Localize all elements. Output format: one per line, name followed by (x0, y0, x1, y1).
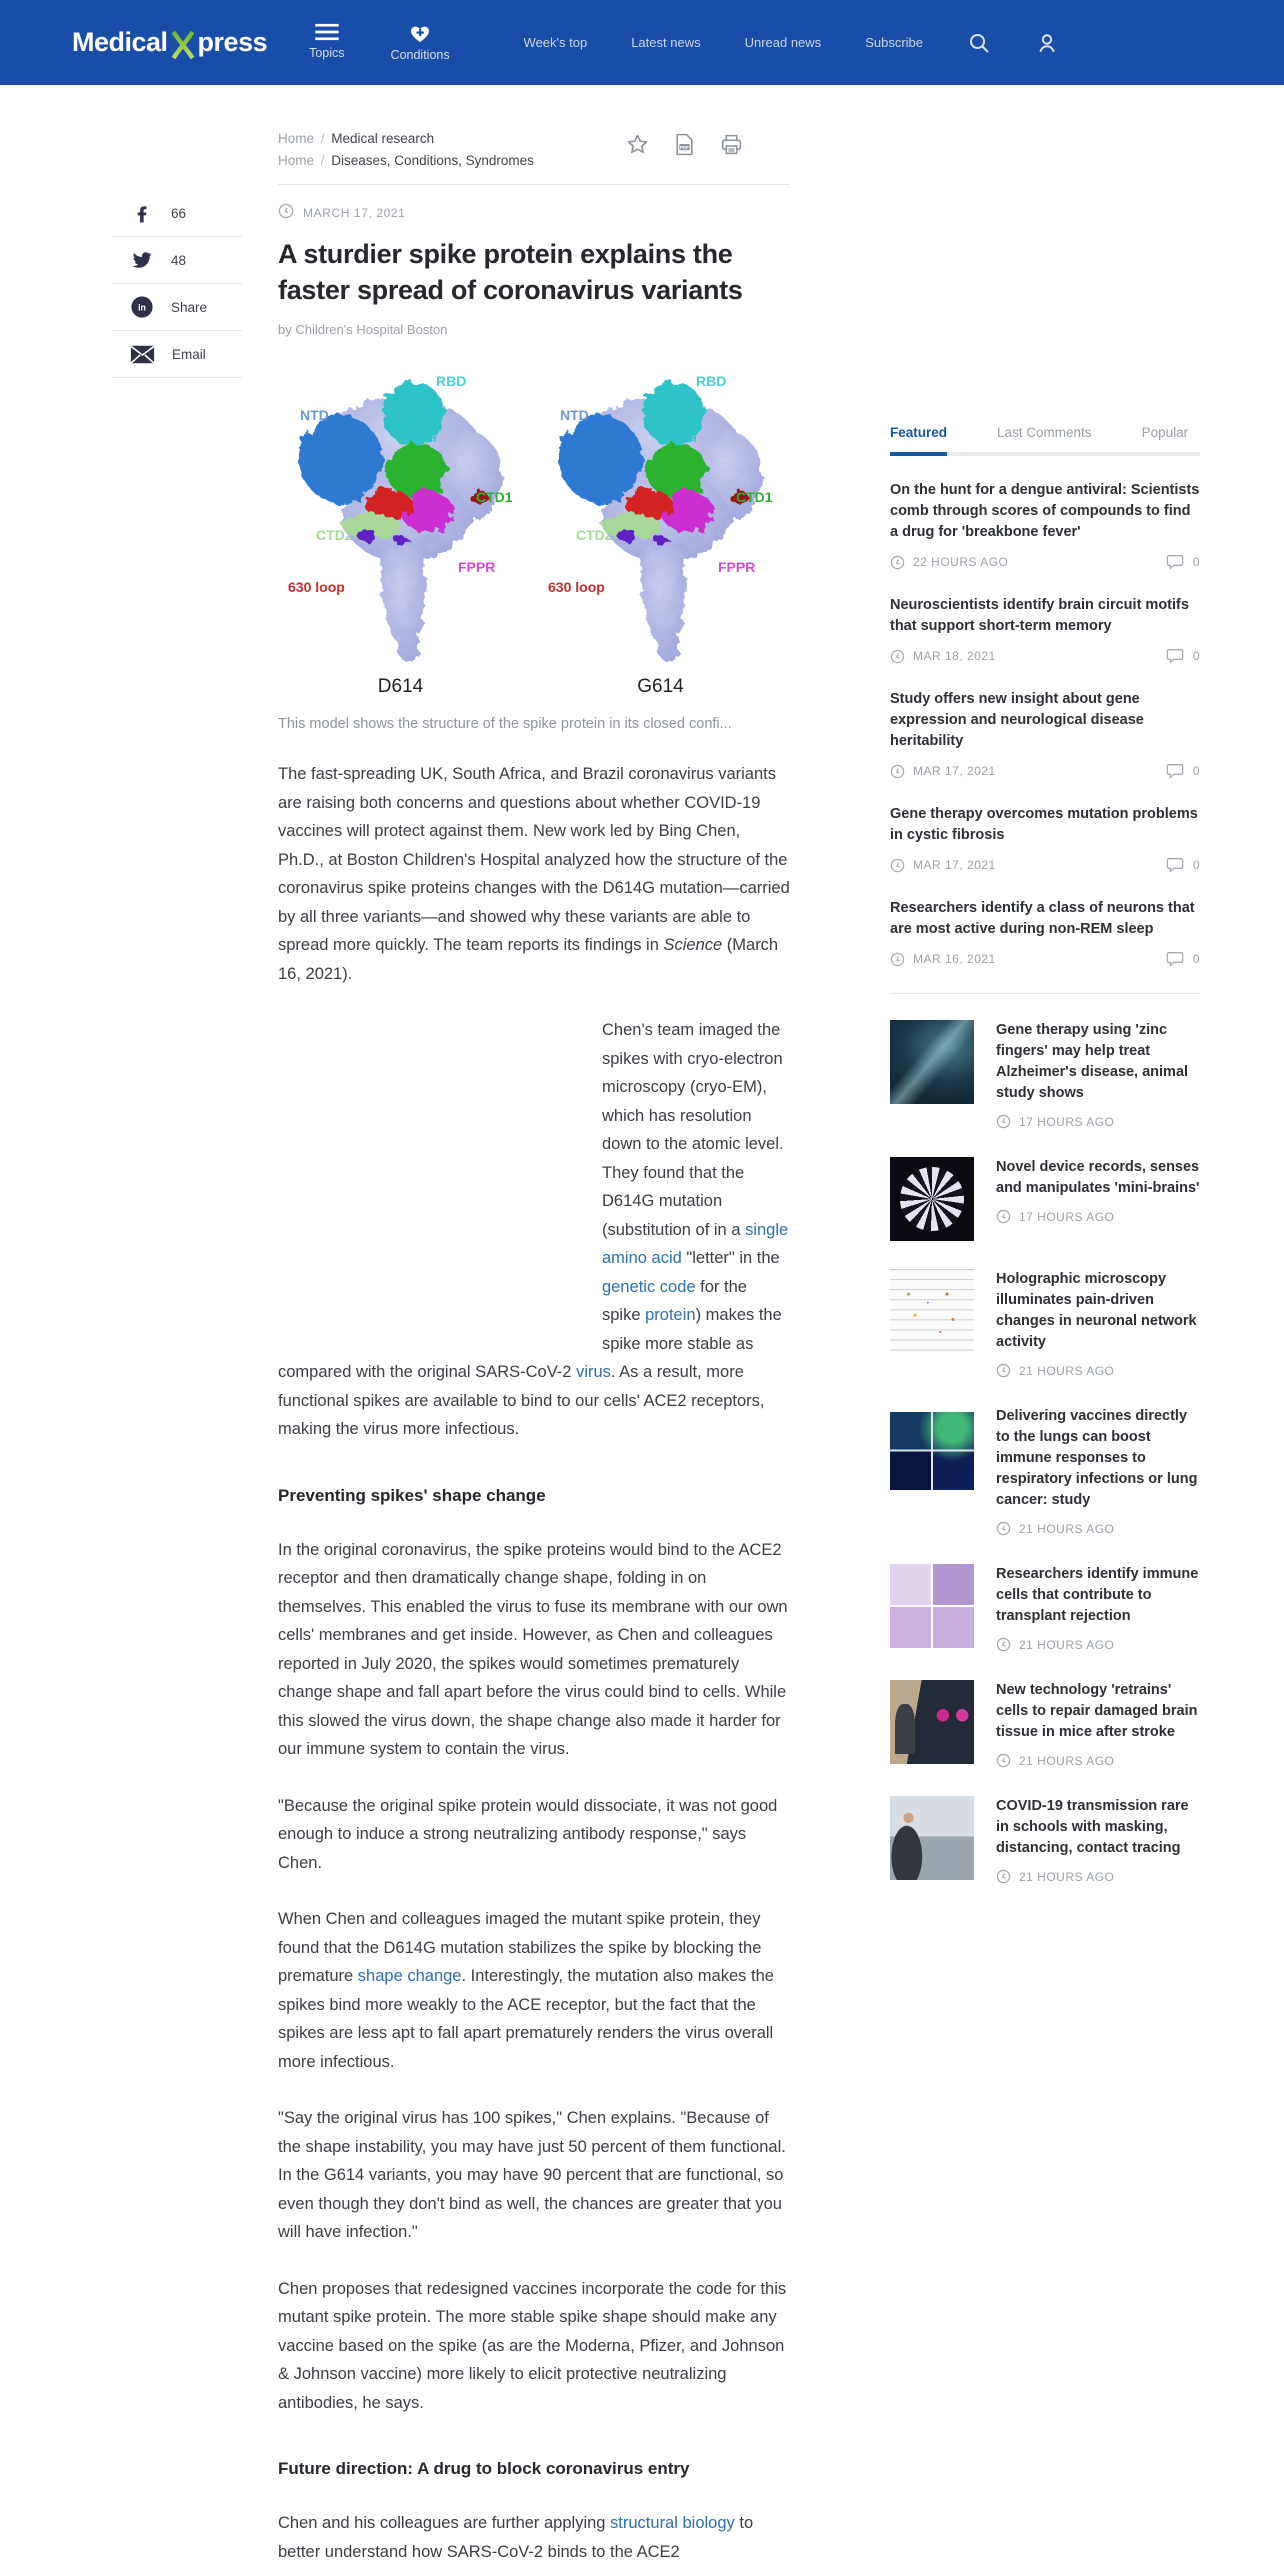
pdf-download-icon[interactable] (672, 132, 697, 162)
comments-count[interactable] (1166, 763, 1200, 779)
thumb-article-list (890, 1020, 1200, 1884)
figure-label-rbd: RBD (436, 373, 467, 389)
clock-icon (890, 952, 905, 967)
share-label: 66 (171, 205, 187, 221)
article-date-text: 21 HOURS AGO (1019, 1869, 1115, 1884)
article-title: A sturdier spike protein explains the faster spread of coronavirus variants (278, 239, 743, 305)
breadcrumb-home-link[interactable]: Home (278, 153, 315, 168)
clock-icon (890, 858, 905, 873)
article-date-text: 21 HOURS AGO (1019, 1637, 1115, 1652)
article-thumbnail[interactable] (890, 1406, 974, 1490)
search-icon[interactable] (967, 31, 991, 55)
figure-label-ctd1: CTD1 (476, 489, 513, 505)
clock-icon (996, 1114, 1011, 1129)
article-date-text: MAR 16, 2021 (913, 952, 996, 966)
article-date (996, 1363, 1200, 1378)
hamburger-icon (315, 23, 339, 41)
article-date (996, 1869, 1200, 1884)
article-date-text: 21 HOURS AGO (1019, 1363, 1115, 1378)
thumb-article-text (996, 1796, 1200, 1884)
thumb-article (890, 1796, 1200, 1884)
thumb-article-title[interactable]: Holographic microscopy illuminates pain-driven changes in neuronal network activity (996, 1271, 1197, 1350)
thumb-article (890, 1680, 1200, 1768)
featured-article (890, 689, 1200, 779)
nav-links (524, 35, 923, 50)
clock-icon (996, 1869, 1011, 1884)
comments-icon (1166, 648, 1185, 664)
thumb-article (890, 1406, 1200, 1536)
article-paragraph: Chen and his colleagues are further applying structural biology to better understand how SARS-CoV-2 binds to the ACE2 (278, 2514, 754, 2561)
figure-label-loop630: 630 loop (288, 579, 345, 595)
bookmark-star-icon[interactable] (625, 132, 650, 162)
nav-link-week-s-top[interactable]: Week's top (523, 35, 588, 50)
article-thumbnail[interactable] (890, 1157, 974, 1241)
thumb-article (890, 1020, 1200, 1129)
thumb-article-text (996, 1269, 1200, 1378)
featured-article (890, 595, 1200, 664)
thumb-article-title[interactable]: Novel device records, senses and manipulates 'mini-brains' (996, 1159, 1200, 1196)
sidebar (890, 85, 1200, 1912)
article-paragraph: Chen's team imaged the spikes with cryo-electron microscopy (cryo-EM), which has resolution down to the atomic level. They found that the D614G mutation (substitution of in a single amino acid "letter" in the genetic code for the spike protein) makes the spike more stable as compared with the original SARS-CoV-2 virus. As a result, more functional spikes are available to bind to our cells' ACE2 receptors, making the virus more infectious. (278, 1021, 789, 1438)
comments-icon (1166, 857, 1185, 873)
clock-icon (996, 1753, 1011, 1768)
inline-link[interactable]: structural biology (610, 2514, 735, 2532)
article-date (890, 858, 996, 873)
top-navbar (0, 0, 1284, 85)
nav-menu-label: Conditions (390, 48, 450, 62)
article-paragraph: "Because the original spike protein would dissociate, it was not good enough to induce a strong neutralizing antibody response," says Chen. (278, 1796, 778, 1872)
article-date (996, 1209, 1200, 1224)
protein-panel-d614 (278, 367, 523, 698)
thumb-article (890, 1564, 1200, 1652)
divider (890, 993, 1200, 994)
breadcrumb-section-link[interactable]: Medical research (331, 131, 435, 146)
inline-link[interactable]: protein (645, 1306, 696, 1324)
email-icon (130, 345, 155, 364)
share-label: Share (171, 299, 208, 315)
figure-label-ntd: NTD (300, 407, 329, 423)
site-logo[interactable] (72, 27, 267, 58)
article-date (890, 952, 996, 967)
inline-link[interactable]: shape change (357, 1967, 462, 1985)
variant-name: G614 (637, 676, 684, 697)
featured-article-title[interactable]: On the hunt for a dengue antiviral: Scientists comb through scores of compounds to find a drug for 'breakbone fever' (890, 482, 1200, 540)
article-thumbnail[interactable] (890, 1269, 974, 1353)
publish-date: MARCH 17, 2021 (303, 205, 406, 220)
article-date-text: 21 HOURS AGO (1019, 1521, 1115, 1536)
figure-label-ctd2: CTD2 (576, 527, 613, 543)
article-date (996, 1521, 1200, 1536)
clock-icon (996, 1521, 1011, 1536)
article-date-text: 22 HOURS AGO (913, 555, 1009, 569)
comments-icon (1166, 554, 1185, 570)
article-date-text: 17 HOURS AGO (1019, 1209, 1115, 1224)
article-date-text: MAR 18, 2021 (913, 649, 996, 663)
sidebar-tabs (890, 425, 1200, 456)
article-header (278, 128, 790, 172)
comments-count[interactable] (1166, 554, 1200, 570)
article-date-text: 21 HOURS AGO (1019, 1753, 1115, 1768)
thumb-article-text (996, 1406, 1200, 1536)
figure-label-loop630: 630 loop (548, 579, 605, 595)
print-icon[interactable] (719, 132, 744, 162)
nav-menu (309, 23, 450, 62)
article-meta (890, 554, 1200, 570)
article-date (890, 649, 996, 664)
featured-article-title[interactable]: Neuroscientists identify brain circuit motifs that support short-term memory (890, 597, 1189, 634)
article-date (890, 555, 1008, 570)
facebook-icon (130, 201, 154, 225)
clock-icon (996, 1209, 1011, 1224)
featured-article-title[interactable]: Researchers identify a class of neurons that are most active during non-REM sleep (890, 900, 1195, 937)
clock-icon (996, 1363, 1011, 1378)
clock-icon (278, 203, 294, 222)
article-column (278, 85, 790, 2568)
nav-menu-label: Topics (309, 46, 345, 60)
article-paragraph: When Chen and colleagues imaged the mutant spike protein, they found that the D614G mutation stabilizes the spike by blocking the premature shape change. Interestingly, the mutation also makes the spikes bind more weakly to the ACE receptor, but the fact that the spikes are less apt to fall apart prematurely renders the virus overall more infectious. (278, 1910, 774, 2071)
clock-icon (996, 1637, 1011, 1652)
tab-featured[interactable]: Featured (890, 425, 947, 452)
section-heading: Future direction: A drug to block coronavirus entry (278, 2459, 690, 2478)
article-date-text: MAR 17, 2021 (913, 764, 996, 778)
thumb-article (890, 1157, 1200, 1241)
ad-placeholder (278, 1022, 590, 1354)
tab-last-comments[interactable]: Last Comments (997, 425, 1092, 440)
breadcrumb (278, 128, 534, 172)
featured-article (890, 898, 1200, 967)
article-date (996, 1114, 1200, 1129)
svg-text:PDF: PDF (679, 144, 690, 150)
logo-text-medical: Medical (72, 27, 168, 57)
featured-article-title[interactable]: Gene therapy overcomes mutation problems in cystic fibrosis (890, 806, 1198, 843)
user-account-icon[interactable] (1035, 31, 1059, 55)
thumb-article-title[interactable]: Gene therapy using 'zinc fingers' may help treat Alzheimer's disease, animal study shows (996, 1022, 1189, 1101)
breadcrumb-row (278, 150, 534, 172)
heart-plus-icon (409, 23, 431, 43)
comments-count[interactable] (1166, 951, 1200, 967)
thumb-article-title[interactable]: New technology 'retrains' cells to repair damaged brain tissue in mice after stroke (996, 1682, 1198, 1740)
nav-link-subscribe[interactable]: Subscribe (865, 35, 923, 50)
comments-count-text: 0 (1192, 858, 1200, 872)
article-byline: by Children's Hospital Boston (278, 322, 448, 337)
article-paragraph: In the original coronavirus, the spike proteins would bind to the ACE2 receptor and then dramatically change shape, folding in on themselves. This enabled the virus to fuse its membrane with our own cells' membranes and get inside. However, as Chen and colleagues reported in July 2020, the spikes would sometimes prematurely change shape and fall apart before the virus could bind to cells. While this slowed the virus down, the shape change also made it harder for our immune system to contain the virus. (278, 1540, 788, 1758)
comments-count-text: 0 (1192, 952, 1200, 966)
twitter-icon (130, 248, 154, 272)
thumb-article-text (996, 1680, 1200, 1768)
figure-label-ntd: NTD (560, 407, 589, 423)
divider (278, 184, 790, 185)
figure-label-fppr: FPPR (718, 559, 756, 575)
comments-count-text: 0 (1192, 555, 1200, 569)
article-thumbnail[interactable] (890, 1680, 974, 1764)
thumb-article-text (996, 1564, 1200, 1652)
nav-link-unread-news[interactable]: Unread news (744, 35, 822, 50)
share-linkedin[interactable] (112, 284, 242, 331)
inline-link[interactable]: virus (576, 1363, 611, 1381)
thumb-article-title[interactable]: COVID-19 transmission rare in schools with masking, distancing, contact tracing (996, 1798, 1189, 1856)
nav-menu-topics[interactable] (309, 23, 344, 62)
featured-article (890, 480, 1200, 570)
logo-text-press: press (197, 27, 268, 57)
share-twitter[interactable] (112, 237, 242, 284)
breadcrumb-home-link[interactable]: Home (278, 131, 315, 146)
article-date-text: 17 HOURS AGO (1019, 1114, 1115, 1129)
article-date (996, 1637, 1200, 1652)
nav-menu-conditions[interactable] (391, 23, 450, 62)
social-share-column (112, 190, 242, 378)
article-meta (890, 763, 1200, 779)
thumb-article (890, 1269, 1200, 1378)
article-figure (278, 367, 783, 732)
article-date (890, 764, 996, 779)
thumb-article-text (996, 1157, 1200, 1241)
article-thumbnail[interactable] (890, 1564, 974, 1648)
article-meta (890, 648, 1200, 664)
clock-icon (890, 649, 905, 664)
article-body (278, 760, 790, 2566)
figure-label-fppr: FPPR (458, 559, 496, 575)
article-date (996, 1753, 1200, 1768)
comments-count[interactable] (1166, 648, 1200, 664)
page-layout (0, 85, 1284, 2568)
breadcrumb-separator: / (317, 131, 329, 146)
thumb-article-title[interactable]: Delivering vaccines directly to the lungs can boost immune responses to respiratory infections or lung cancer: study (996, 1408, 1198, 1508)
featured-article (890, 804, 1200, 873)
article-meta (890, 951, 1200, 967)
figure-label-ctd1: CTD1 (736, 489, 773, 505)
comments-icon (1166, 763, 1185, 779)
figure-label-rbd: RBD (696, 373, 727, 389)
breadcrumb-section-link[interactable]: Diseases, Conditions, Syndromes (331, 153, 534, 168)
featured-list (890, 480, 1200, 967)
article-paragraph: "Say the original virus has 100 spikes," Chen explains. "Because of the shape instability, you may have just 50 percent of them functional. In the G614 variants, you may have 90 percent that are functional, so even though they don't bind as well, the chances are greater that you will have infection." (278, 2109, 786, 2241)
comments-count-text: 0 (1192, 764, 1200, 778)
breadcrumb-row (278, 128, 534, 150)
article-paragraph: The fast-spreading UK, South Africa, and Brazil coronavirus variants are raising both concerns and questions about whether COVID-19 vaccines will protect against them. New work led by Bing Chen, Ph.D., at Boston Children's Hospital analyzed how the structure of the coronavirus spike proteins changes with the D614G mutation—carried by all three variants—and showed why these variants are able to spread more quickly. The team reports its findings in Science (March 16, 2021). (278, 765, 790, 983)
section-heading: Preventing spikes' shape change (278, 1485, 546, 1505)
publish-date-row (278, 203, 790, 222)
linkedin-icon (130, 295, 154, 319)
featured-article-title[interactable]: Study offers new insight about gene expression and neurological disease heritability (890, 691, 1144, 749)
protein-panel-g614 (538, 367, 783, 698)
italic-text: Science (663, 936, 723, 954)
article-meta (890, 857, 1200, 873)
clock-icon (890, 764, 905, 779)
clock-icon (890, 555, 905, 570)
inline-link[interactable]: genetic code (602, 1277, 696, 1296)
article-paragraph: Chen proposes that redesigned vaccines incorporate the code for this mutant spike protein. The more stable spike shape should make any vaccine based on the spike (as are the Moderna, Pfizer, and Johnson & Johnson vaccine) more likely to elicit protective neutralizing antibodies, he says. (278, 2279, 787, 2412)
nav-link-latest-news[interactable]: Latest news (631, 35, 701, 50)
comments-count-text: 0 (1192, 649, 1200, 663)
spike-protein-panels (278, 367, 783, 698)
dna-x-icon (170, 30, 196, 60)
article-actions (625, 128, 744, 162)
share-email[interactable] (112, 331, 242, 378)
svg-text:in: in (138, 302, 146, 313)
article-thumbnail[interactable] (890, 1020, 974, 1104)
comments-icon (1166, 951, 1185, 967)
breadcrumb-separator: / (317, 153, 329, 168)
figure-caption: This model shows the structure of the spike protein in its closed confi... (278, 716, 732, 732)
share-label: Email (172, 346, 206, 362)
thumb-article-title[interactable]: Researchers identify immune cells that contribute to transplant rejection (996, 1566, 1199, 1624)
share-facebook[interactable] (112, 190, 242, 237)
comments-count[interactable] (1166, 857, 1200, 873)
article-thumbnail[interactable] (890, 1796, 974, 1880)
tab-popular[interactable]: Popular (1141, 425, 1189, 440)
inline-link[interactable]: single amino acid (602, 1220, 789, 1267)
figure-label-ctd2: CTD2 (316, 527, 353, 543)
variant-name: D614 (377, 676, 424, 697)
share-label: 48 (171, 252, 187, 268)
article-date-text: MAR 17, 2021 (913, 858, 996, 872)
thumb-article-text (996, 1020, 1200, 1129)
